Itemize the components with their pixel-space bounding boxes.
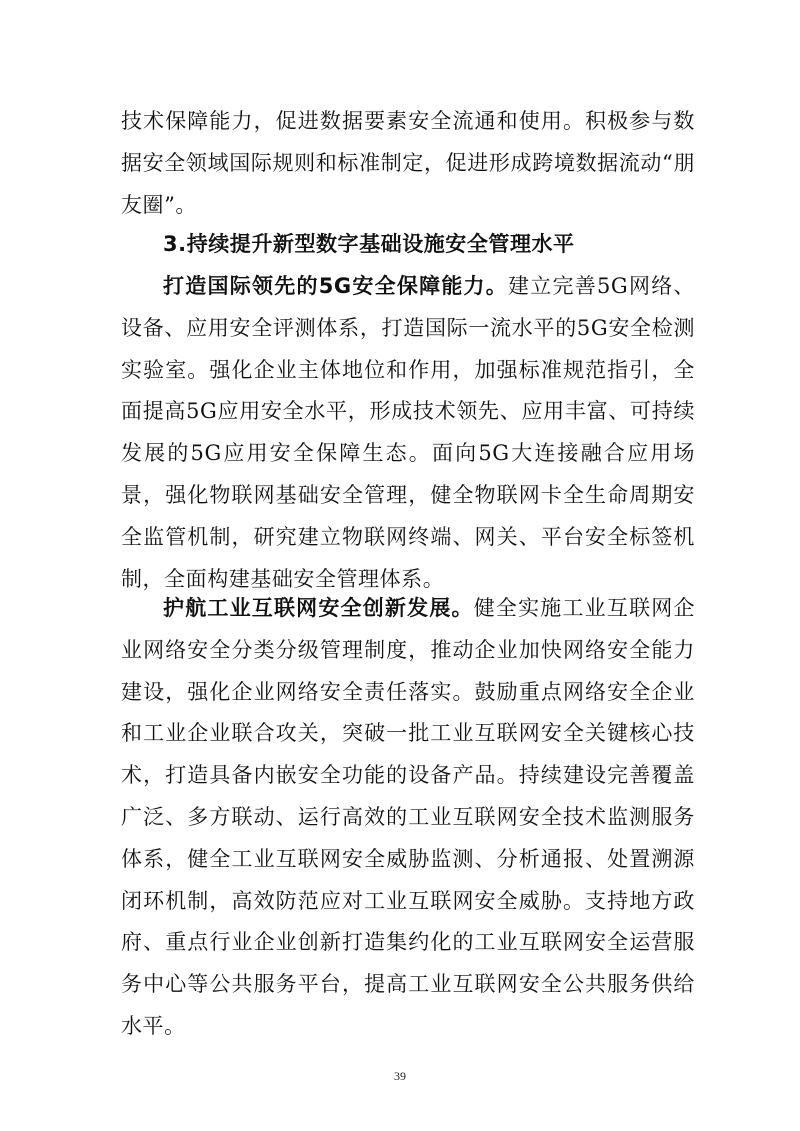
page-number: 39	[394, 1069, 406, 1083]
paragraph-body-5g: 建立完善5G网络、设备、应用安全评测体系，打造国际一流水平的5G安全检测实验室。强化企业主体地位和作用，加强标准规范指引，全面提高5G应用安全水平，形成技术领先、应用丰富、可持续发展的5G应用安全保障生态。面向5G大连接融合应用场景，强化物联网基础安全管理，健全物联网卡全生命周期安全监管机制，研究建立物联网终端、网关、平台安全标签机制，全面构建基础安全管理体系。	[121, 274, 695, 591]
paragraph-5g-security	[121, 266, 695, 600]
section-heading: 3.持续提升新型数字基础设施安全管理水平	[163, 232, 575, 256]
paragraph-industrial-internet	[121, 588, 695, 1048]
paragraph-lead-5g: 打造国际领先的5G安全保障能力。	[163, 274, 509, 298]
paragraph-lead-industrial: 护航工业互联网安全创新发展。	[163, 596, 474, 620]
paragraph-continuation: 技术保障能力，促进数据要素安全流通和使用。积极参与数据安全领域国际规则和标准制定，促进形成跨境数据流动“朋友圈”。	[121, 109, 695, 217]
paragraph-body-industrial: 健全实施工业互联网企业网络安全分类分级管理制度，推动企业加快网络安全能力建设，强化企业网络安全责任落实。鼓励重点网络安全企业和工业企业联合攻关，突破一批工业互联网安全关键核心技术，打造具备内嵌安全功能的设备产品。持续建设完善覆盖广泛、多方联动、运行高效的工业互联网安全技术监测服务体系，健全工业互联网安全威胁监测、分析通报、处置溯源闭环机制，高效防范应对工业互联网安全威胁。支持地方政府、重点行业企业创新打造集约化的工业互联网安全运营服务中心等公共服务平台，提高工业互联网安全公共服务供给水平。	[121, 596, 696, 1038]
